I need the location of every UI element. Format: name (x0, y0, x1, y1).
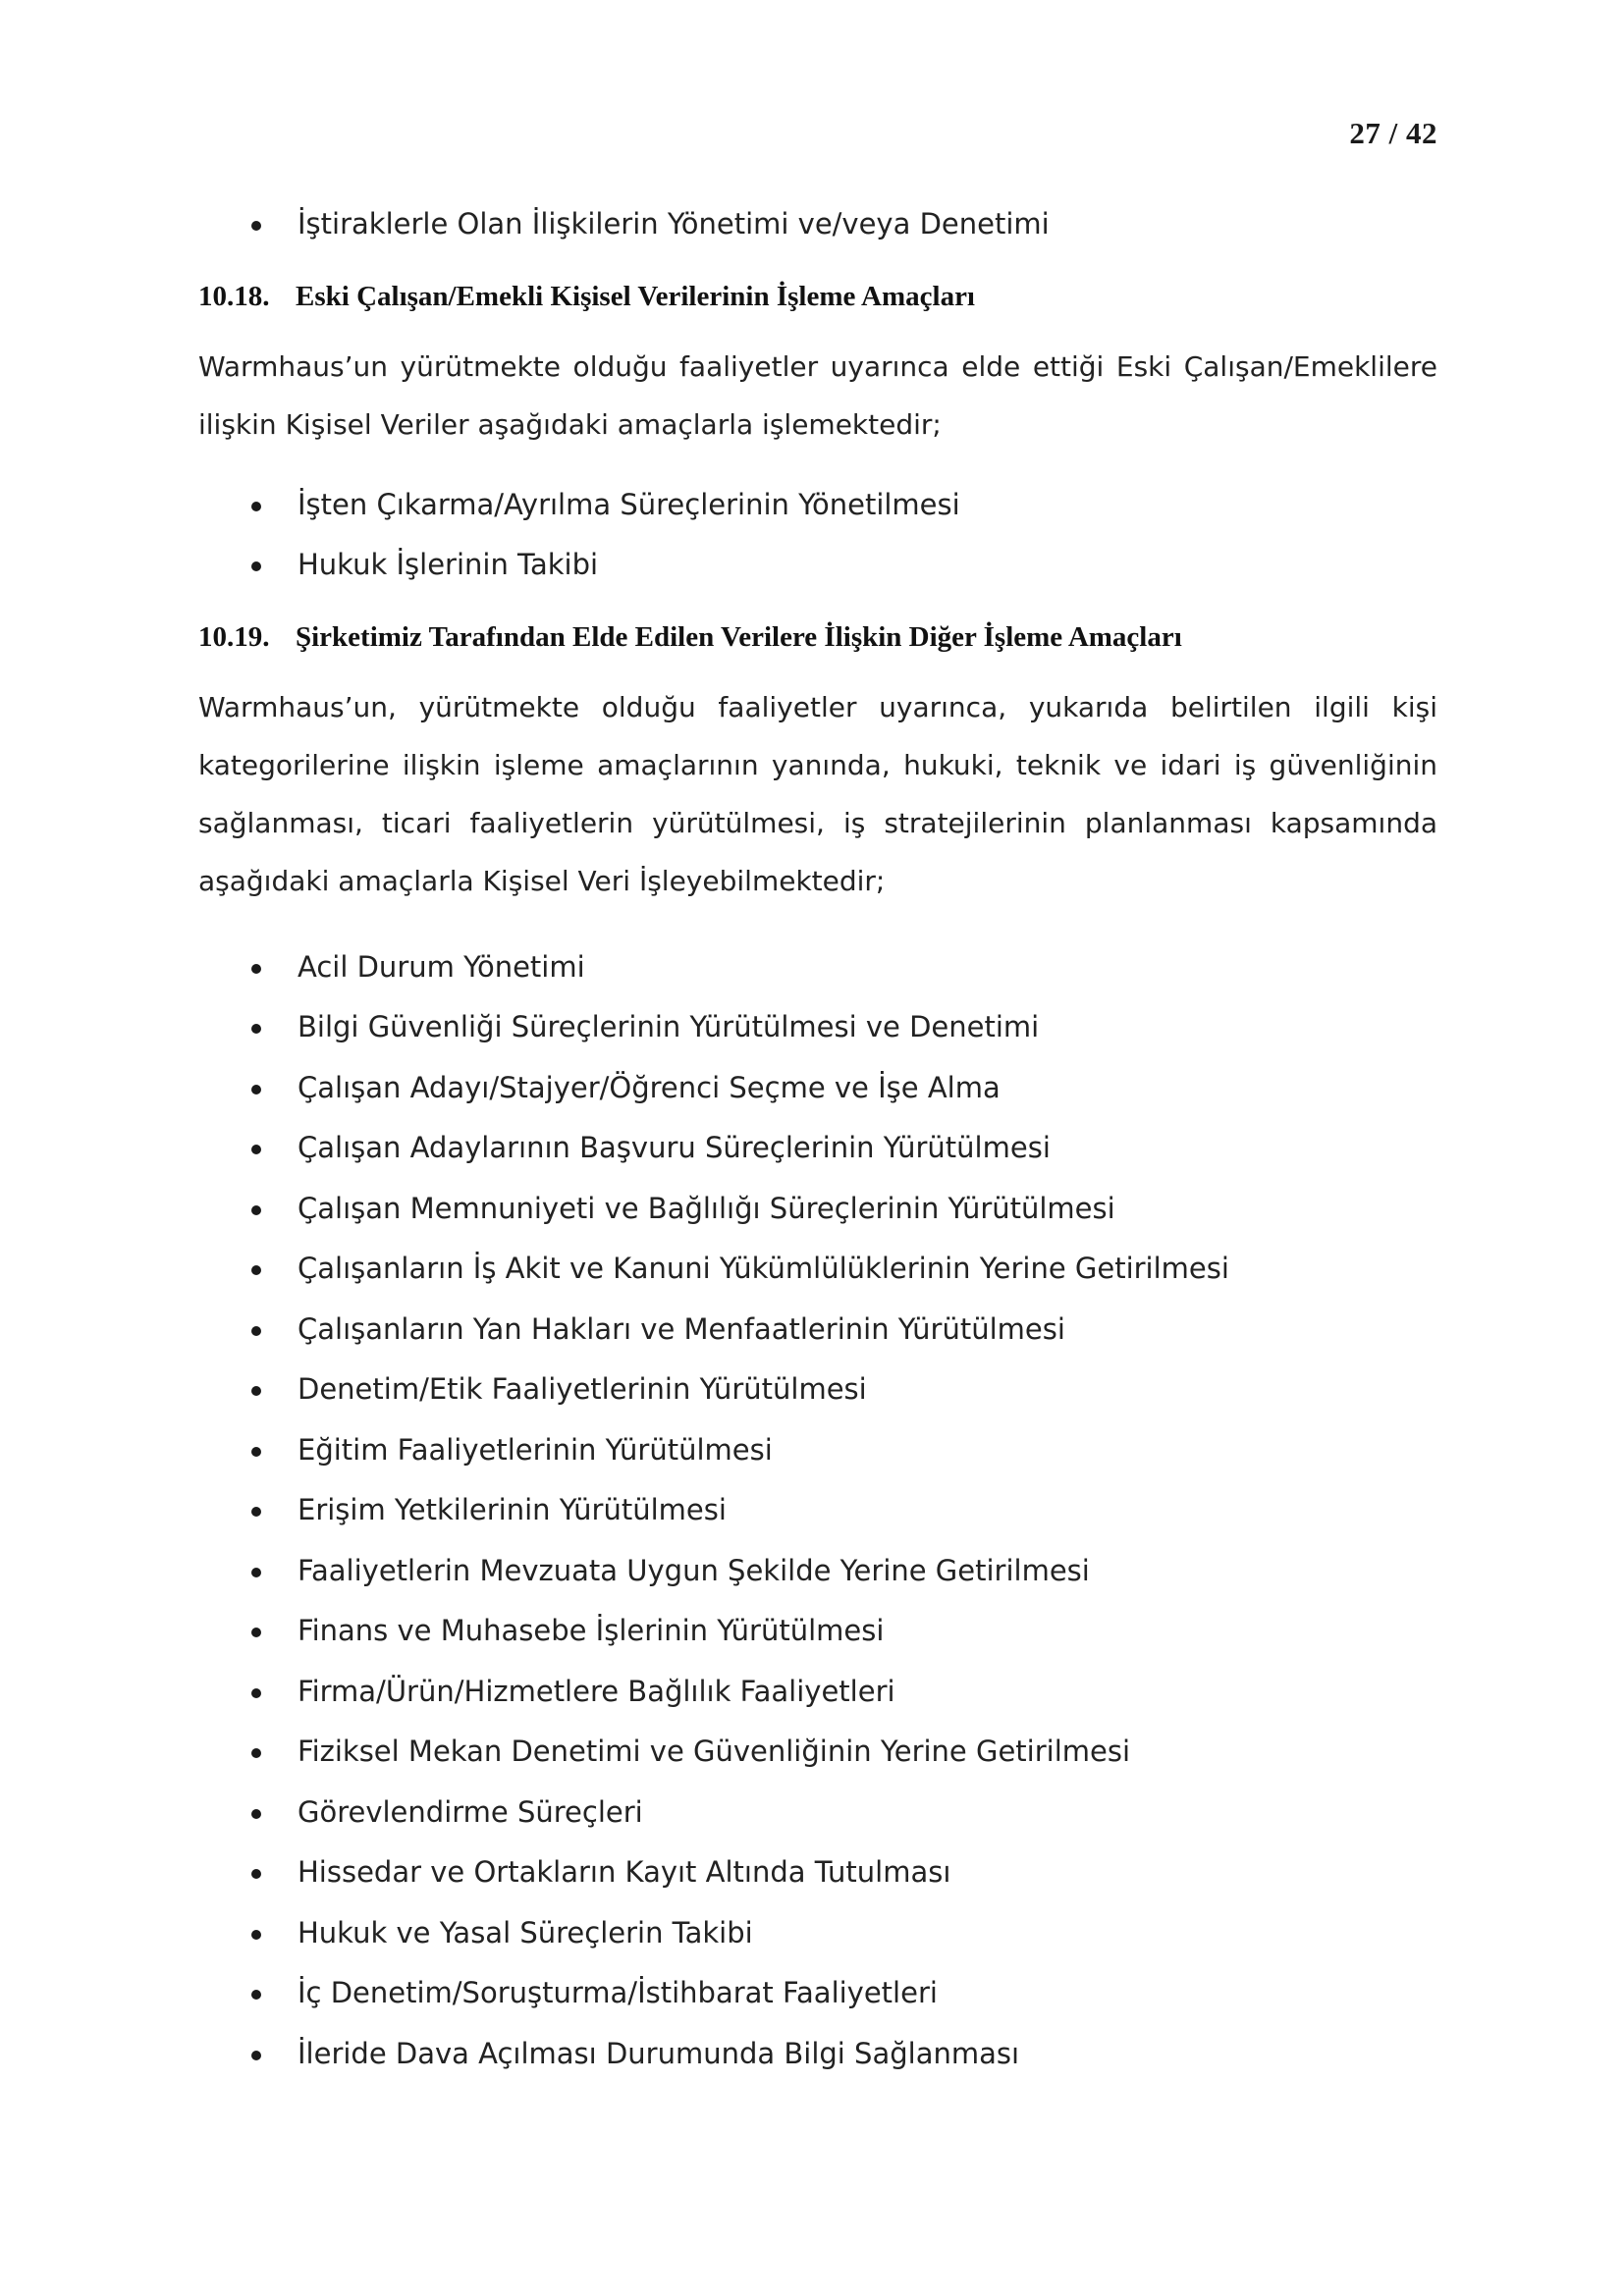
bullet-icon (251, 1205, 261, 1215)
list-item-text: Denetim/Etik Faaliyetlerinin Yürütülmesi (298, 1372, 867, 1406)
list-item-text: Görevlendirme Süreçleri (298, 1794, 643, 1829)
list-item (198, 1842, 1437, 1903)
list-item (198, 475, 1437, 536)
list-item-text: Çalışanların Yan Hakları ve Menfaatlerinin Yürütülmesi (298, 1311, 1065, 1346)
list-item (198, 1239, 1437, 1300)
bullet-icon (251, 1326, 261, 1336)
bullet-list-10-18 (198, 475, 1437, 596)
list-item-text: Çalışan Adaylarının Başvuru Süreçlerinin Yürütülmesi (298, 1131, 1051, 1164)
section-title: Şirketimiz Tarafından Elde Edilen Verilere İlişkin Diğer İşleme Amaçları (296, 620, 1182, 653)
list-item (198, 1058, 1437, 1119)
list-item-text: Finans ve Muhasebe İşlerinin Yürütülmesi (298, 1614, 885, 1647)
bullet-icon (251, 561, 261, 571)
list-item-text: Eğitim Faaliyetlerinin Yürütülmesi (298, 1432, 773, 1467)
list-item (198, 1480, 1437, 1541)
list-item (198, 1903, 1437, 1964)
list-item (198, 1722, 1437, 1783)
bullet-icon (251, 1568, 261, 1577)
list-item-text: Çalışanların İş Akit ve Kanuni Yükümlülüklerinin Yerine Getirilmesi (298, 1252, 1229, 1285)
bullet-icon (251, 1145, 261, 1154)
list-item (198, 1783, 1437, 1843)
section-number: 10.18. (198, 280, 270, 312)
list-item-text: Hissedar ve Ortakların Kayıt Altında Tutulması (298, 1855, 951, 1889)
list-item (198, 1360, 1437, 1420)
bullet-icon (251, 1930, 261, 1940)
bullet-icon (251, 964, 261, 974)
list-item (198, 194, 1437, 255)
section-paragraph-10-19: Warmhaus’un, yürütmekte olduğu faaliyetler uyarınca, yukarıda belirtilen ilgili kişi kategorilerine ilişkin işleme amaçlarının yanında, hukuki, teknik ve idari iş güvenliğinin sağlanması, ticari faaliyetlerin yürütülmesi, iş stratejilerinin planlanması kapsamında aşağıdaki amaçlarla Kişisel Veri İşleyebilmektedir; (198, 690, 1437, 897)
section-number: 10.19. (198, 620, 270, 653)
bullet-icon (251, 1386, 261, 1396)
top-bullet-list (198, 194, 1437, 255)
bullet-icon (251, 2051, 261, 2060)
list-item (198, 1300, 1437, 1361)
bullet-icon (251, 221, 261, 231)
bullet-list-10-19 (198, 937, 1437, 2085)
section-heading-10-18 (198, 269, 1437, 324)
list-item-text: Çalışan Memnuniyeti ve Bağlılığı Süreçlerinin Yürütülmesi (298, 1191, 1115, 1225)
list-item (198, 997, 1437, 1058)
bullet-icon (251, 1628, 261, 1637)
document-body (198, 194, 1437, 2084)
list-item (198, 937, 1437, 998)
list-item-text: İç Denetim/Soruşturma/İstihbarat Faaliyetleri (298, 1976, 938, 2009)
bullet-icon (251, 1085, 261, 1095)
list-item (198, 1963, 1437, 2024)
list-item-text: Fiziksel Mekan Denetimi ve Güvenliğinin Yerine Getirilmesi (298, 1735, 1131, 1768)
list-item (198, 1541, 1437, 1602)
bullet-icon (251, 1748, 261, 1758)
list-item (198, 1179, 1437, 1240)
bullet-icon (251, 1265, 261, 1275)
list-item-text: Firma/Ürün/Hizmetlere Bağlılık Faaliyetleri (298, 1674, 895, 1708)
list-item-text: Çalışan Adayı/Stajyer/Öğrenci Seçme ve İşe Alma (298, 1070, 1001, 1104)
list-item (198, 2024, 1437, 2085)
bullet-icon (251, 1024, 261, 1034)
section-paragraph-10-18: Warmhaus’un yürütmekte olduğu faaliyetler uyarınca elde ettiği Eski Çalışan/Emeklilere ilişkin Kişisel Veriler aşağıdaki amaçlarla işlemektedir; (198, 349, 1437, 441)
bullet-icon (251, 1990, 261, 2000)
list-item-text: Hukuk İşlerinin Takibi (298, 548, 599, 581)
list-item-text: İşten Çıkarma/Ayrılma Süreçlerinin Yönetilmesi (298, 487, 960, 521)
bullet-icon (251, 1688, 261, 1698)
section-title: Eski Çalışan/Emekli Kişisel Verilerinin İşleme Amaçları (296, 280, 975, 312)
list-item (198, 1601, 1437, 1662)
list-item-text: Acil Durum Yönetimi (298, 949, 585, 984)
list-item-text: Bilgi Güvenliği Süreçlerinin Yürütülmesi ve Denetimi (298, 1010, 1040, 1043)
list-item-text: İştiraklerle Olan İlişkilerin Yönetimi ve/veya Denetimi (298, 207, 1050, 240)
list-item-text: İleride Dava Açılması Durumunda Bilgi Sağlanması (298, 2036, 1020, 2070)
bullet-icon (251, 502, 261, 511)
bullet-icon (251, 1507, 261, 1517)
list-item-text: Faaliyetlerin Mevzuata Uygun Şekilde Yerine Getirilmesi (298, 1553, 1090, 1587)
list-item-text: Erişim Yetkilerinin Yürütülmesi (298, 1493, 727, 1526)
bullet-icon (251, 1809, 261, 1819)
list-item-text: Hukuk ve Yasal Süreçlerin Takibi (298, 1915, 753, 1949)
page-number: 27 / 42 (1349, 116, 1437, 150)
list-item (198, 535, 1437, 596)
list-item (198, 1118, 1437, 1179)
section-heading-10-19 (198, 610, 1437, 665)
list-item (198, 1420, 1437, 1481)
bullet-icon (251, 1447, 261, 1457)
list-item (198, 1662, 1437, 1723)
bullet-icon (251, 1869, 261, 1879)
